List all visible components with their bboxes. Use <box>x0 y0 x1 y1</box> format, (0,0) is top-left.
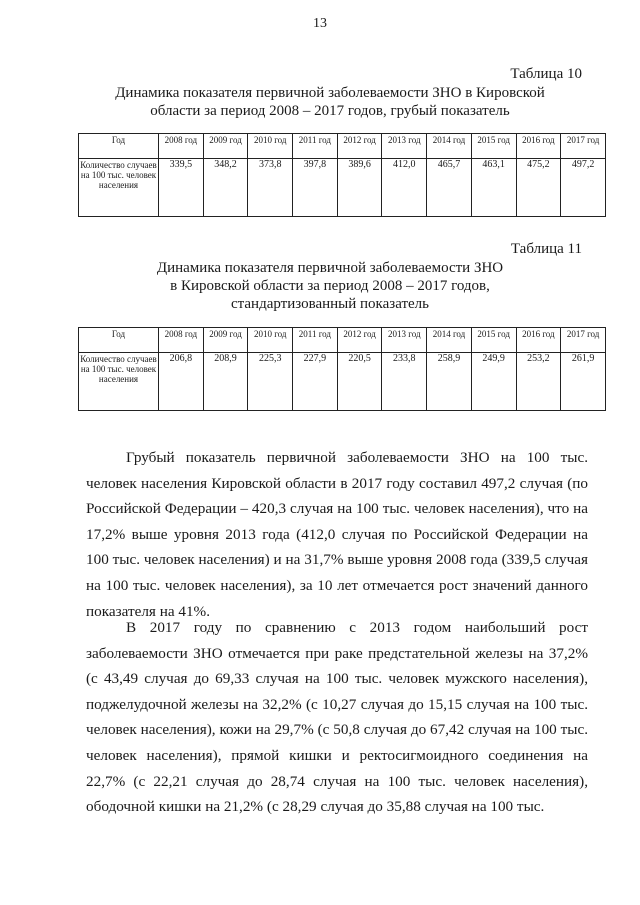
table10-value: 397,8 <box>293 159 338 217</box>
table11-title-line2: в Кировской области за период 2008 – 2017 годов, <box>170 278 490 294</box>
table11-value: 208,9 <box>203 353 248 411</box>
table11-value: 206,8 <box>159 353 204 411</box>
table10-year: 2014 год <box>427 134 472 159</box>
table11-year: 2015 год <box>471 328 516 353</box>
table10-value: 389,6 <box>337 159 382 217</box>
table10-year: 2009 год <box>203 134 248 159</box>
table11-year: 2010 год <box>248 328 293 353</box>
table10-year: 2013 год <box>382 134 427 159</box>
table10-title <box>60 84 600 120</box>
table10-title-line1: Динамика показателя первичной заболеваемости ЗНО в Кировской <box>115 85 545 101</box>
table10-value: 339,5 <box>159 159 204 217</box>
table10 <box>78 133 606 217</box>
table10-value: 412,0 <box>382 159 427 217</box>
table10-data-row <box>79 159 606 217</box>
body-paragraph-2: В 2017 году по сравнению с 2013 годом наибольший рост заболеваемости ЗНО отмечается при раке предстательной железы на 37,2% (с 43,49 случая до 69,33 случая на 100 тыс. человек мужского населения), поджелудочной железы на 32,2% (с 10,27 случая до 15,15 случая на 100 тыс. человек населения), кожи на 29,7% (с 50,8 случая до 67,42 случая на 100 тыс. человек населения), прямой кишки и ректосигмоидного соединения на 22,7% (с 22,21 случая до 28,74 случая на 100 тыс. человек населения), ободочной кишки на 21,2% (с 28,29 случая до 35,88 случая на 100 тыс. <box>86 619 588 816</box>
table11-header-label: Год <box>79 328 159 353</box>
table10-year: 2011 год <box>293 134 338 159</box>
table11-row-label: Количество случаев на 100 тыс. человек населения <box>79 353 159 411</box>
table10-value: 465,7 <box>427 159 472 217</box>
table11-value: 233,8 <box>382 353 427 411</box>
table10-year: 2017 год <box>561 134 606 159</box>
table11-value: 249,9 <box>471 353 516 411</box>
table10-header-label: Год <box>79 134 159 159</box>
table10-year: 2012 год <box>337 134 382 159</box>
table10-value: 497,2 <box>561 159 606 217</box>
table11-value: 261,9 <box>561 353 606 411</box>
table10-label: Таблица 10 <box>510 66 582 82</box>
table11 <box>78 327 606 411</box>
table10-value: 373,8 <box>248 159 293 217</box>
table11-title-line3: стандартизованный показатель <box>230 296 430 312</box>
table10-year: 2016 год <box>516 134 561 159</box>
table11-title <box>60 259 600 313</box>
table10-value: 475,2 <box>516 159 561 217</box>
table10-value: 463,1 <box>471 159 516 217</box>
table11-year: 2014 год <box>427 328 472 353</box>
table11-value: 258,9 <box>427 353 472 411</box>
body-paragraph-1: Грубый показатель первичной заболеваемости ЗНО на 100 тыс. человек населения Кировской области в 2017 году составил 497,2 случая (по Российской Федерации – 420,3 случая на 100 тыс. человек населения), что на 17,2% выше уровня 2013 года (412,0 случая по Российской Федерации на 100 тыс. человек населения) и на 31,7% выше уровня 2008 года (339,5 случая на 100 тыс. человек населения), за 10 лет отмечается рост значений данного показателя на 41%. <box>86 449 588 620</box>
table10-value: 348,2 <box>203 159 248 217</box>
table10-row-label: Количество случаев на 100 тыс. человек населения <box>79 159 159 217</box>
table10-year: 2010 год <box>248 134 293 159</box>
table10-title-line2: области за период 2008 – 2017 годов, грубый показатель <box>150 103 510 119</box>
table11-data-row <box>79 353 606 411</box>
table11-year: 2012 год <box>337 328 382 353</box>
table11-year: 2017 год <box>561 328 606 353</box>
table10-year: 2008 год <box>159 134 204 159</box>
table11-year: 2013 год <box>382 328 427 353</box>
table11-header-row <box>79 328 606 353</box>
table11-value: 225,3 <box>248 353 293 411</box>
table11-title-line1: Динамика показателя первичной заболеваемости ЗНО <box>156 260 504 276</box>
page-number: 13 <box>313 16 327 31</box>
table11-year: 2008 год <box>159 328 204 353</box>
table11-year: 2009 год <box>203 328 248 353</box>
table11-year: 2016 год <box>516 328 561 353</box>
table11-value: 220,5 <box>337 353 382 411</box>
table11-value: 253,2 <box>516 353 561 411</box>
table10-year: 2015 год <box>471 134 516 159</box>
table11-year: 2011 год <box>293 328 338 353</box>
table10-header-row <box>79 134 606 159</box>
table11-value: 227,9 <box>293 353 338 411</box>
table11-label: Таблица 11 <box>510 241 582 257</box>
